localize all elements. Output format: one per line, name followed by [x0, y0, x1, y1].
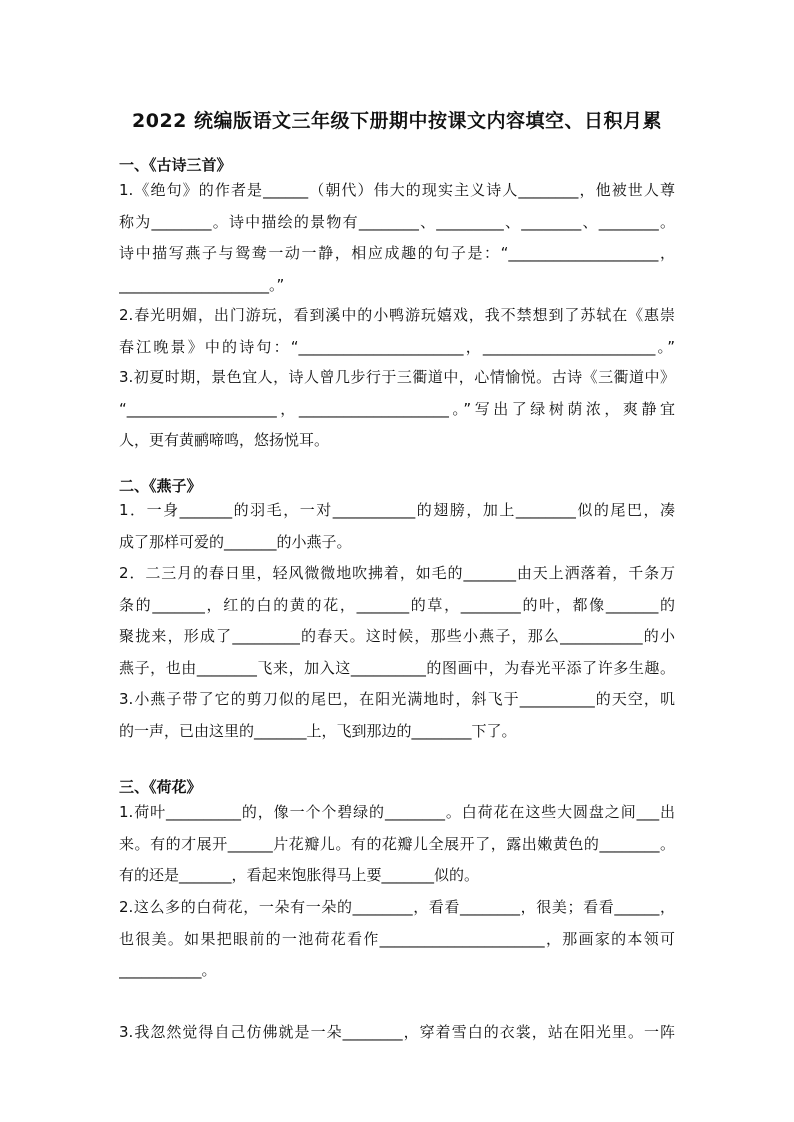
text-line: 也很美。如果把眼前的一池荷花看作______________________，那画家的本领可 [119, 929, 675, 948]
text-line: 的一声，已由这里的_______上，飞到那边的________下了。 [119, 721, 517, 740]
paragraph-hehua-3 [119, 1017, 675, 1049]
paragraph-yanzi-3 [119, 684, 675, 747]
text-line: 1.《绝句》的作者是______（朝代）伟大的现实主义诗人________，他被世人尊 [119, 181, 675, 199]
text-line: 2.春光明媚，出门游玩，看到溪中的小鸭游玩嬉戏，我不禁想到了苏轼在《惠崇 [119, 306, 675, 324]
paragraph-gushi-1 [119, 175, 675, 301]
text-line: 3.我忽然觉得自己仿佛就是一朵________，穿着雪白的衣裳，站在阳光里。一阵 [119, 1023, 675, 1041]
text-line: 春江晚景》中的诗句：“______________________，_______________________。” [119, 337, 675, 356]
text-line: 人，更有黄鹂啼鸣，悠扬悦耳。 [119, 431, 330, 449]
text-line: 聚拢来，形成了_________的春天。这时候，那些小燕子，那么___________的小 [119, 627, 675, 645]
text-line: 来。有的才展开______片花瓣儿。有的花瓣儿全展开了，露出嫩黄色的________。 [119, 834, 675, 853]
text-line: 1．一身_______的羽毛，一对___________的翅膀，加上________似的尾巴，凑 [119, 501, 675, 519]
text-line: 称为________。诗中描绘的景物有________、_________、________、________。 [119, 212, 675, 231]
paragraph-gushi-3 [119, 362, 675, 457]
document-title: 2022 统编版语文三年级下册期中按课文内容填空、日积月累 [132, 110, 662, 132]
text-line: 条的_______，红的白的黄的花，_______的草，________的叶，都像_______的 [119, 595, 675, 614]
text-line: 2.这么多的白荷花，一朵有一朵的________，看看________，很美；看看______， [119, 898, 675, 916]
paragraph-yanzi-1 [119, 495, 675, 558]
text-line: 燕子，也由________飞来，加入这__________的图画中，为春光平添了许多生趣。 [119, 658, 675, 677]
section-heading-yanzi: 二、《燕子》 [119, 477, 202, 495]
paragraph-yanzi-2 [119, 558, 675, 684]
text-line: 1.荷叶__________的，像一个个碧绿的________。白荷花在这些大圆盘之间___出 [119, 803, 675, 821]
text-line: 3.初夏时期，景色宜人，诗人曾几步行于三衢道中，心情愉悦。古诗《三衢道中》 [119, 368, 675, 386]
text-line: 2．二三月的春日里，轻风微微地吹拂着，如毛的_______由天上洒落着，千条万 [119, 564, 675, 582]
text-line: ____________________。” [119, 275, 285, 294]
text-line: 诗中描写燕子与鸳鸯一动一静，相应成趣的句子是：“____________________， [119, 244, 675, 262]
text-line: “____________________，____________________。”写出了绿树荫浓，爽静宜 [119, 399, 675, 418]
text-line: 3.小燕子带了它的剪刀似的尾巴，在阳光满地时，斜飞于__________的天空，叽 [119, 690, 675, 708]
paragraph-hehua-1 [119, 797, 675, 892]
section-heading-hehua: 三、《荷花》 [119, 778, 202, 796]
text-line: 有的还是_______，看起来饱胀得马上要_______似的。 [119, 866, 480, 884]
paragraph-hehua-2 [119, 892, 675, 987]
paragraph-gushi-2 [119, 300, 675, 363]
text-line: ___________。 [119, 961, 217, 979]
text-line: 成了那样可爱的_______的小燕子。 [119, 532, 352, 551]
section-heading-gushi: 一、《古诗三首》 [119, 156, 232, 174]
